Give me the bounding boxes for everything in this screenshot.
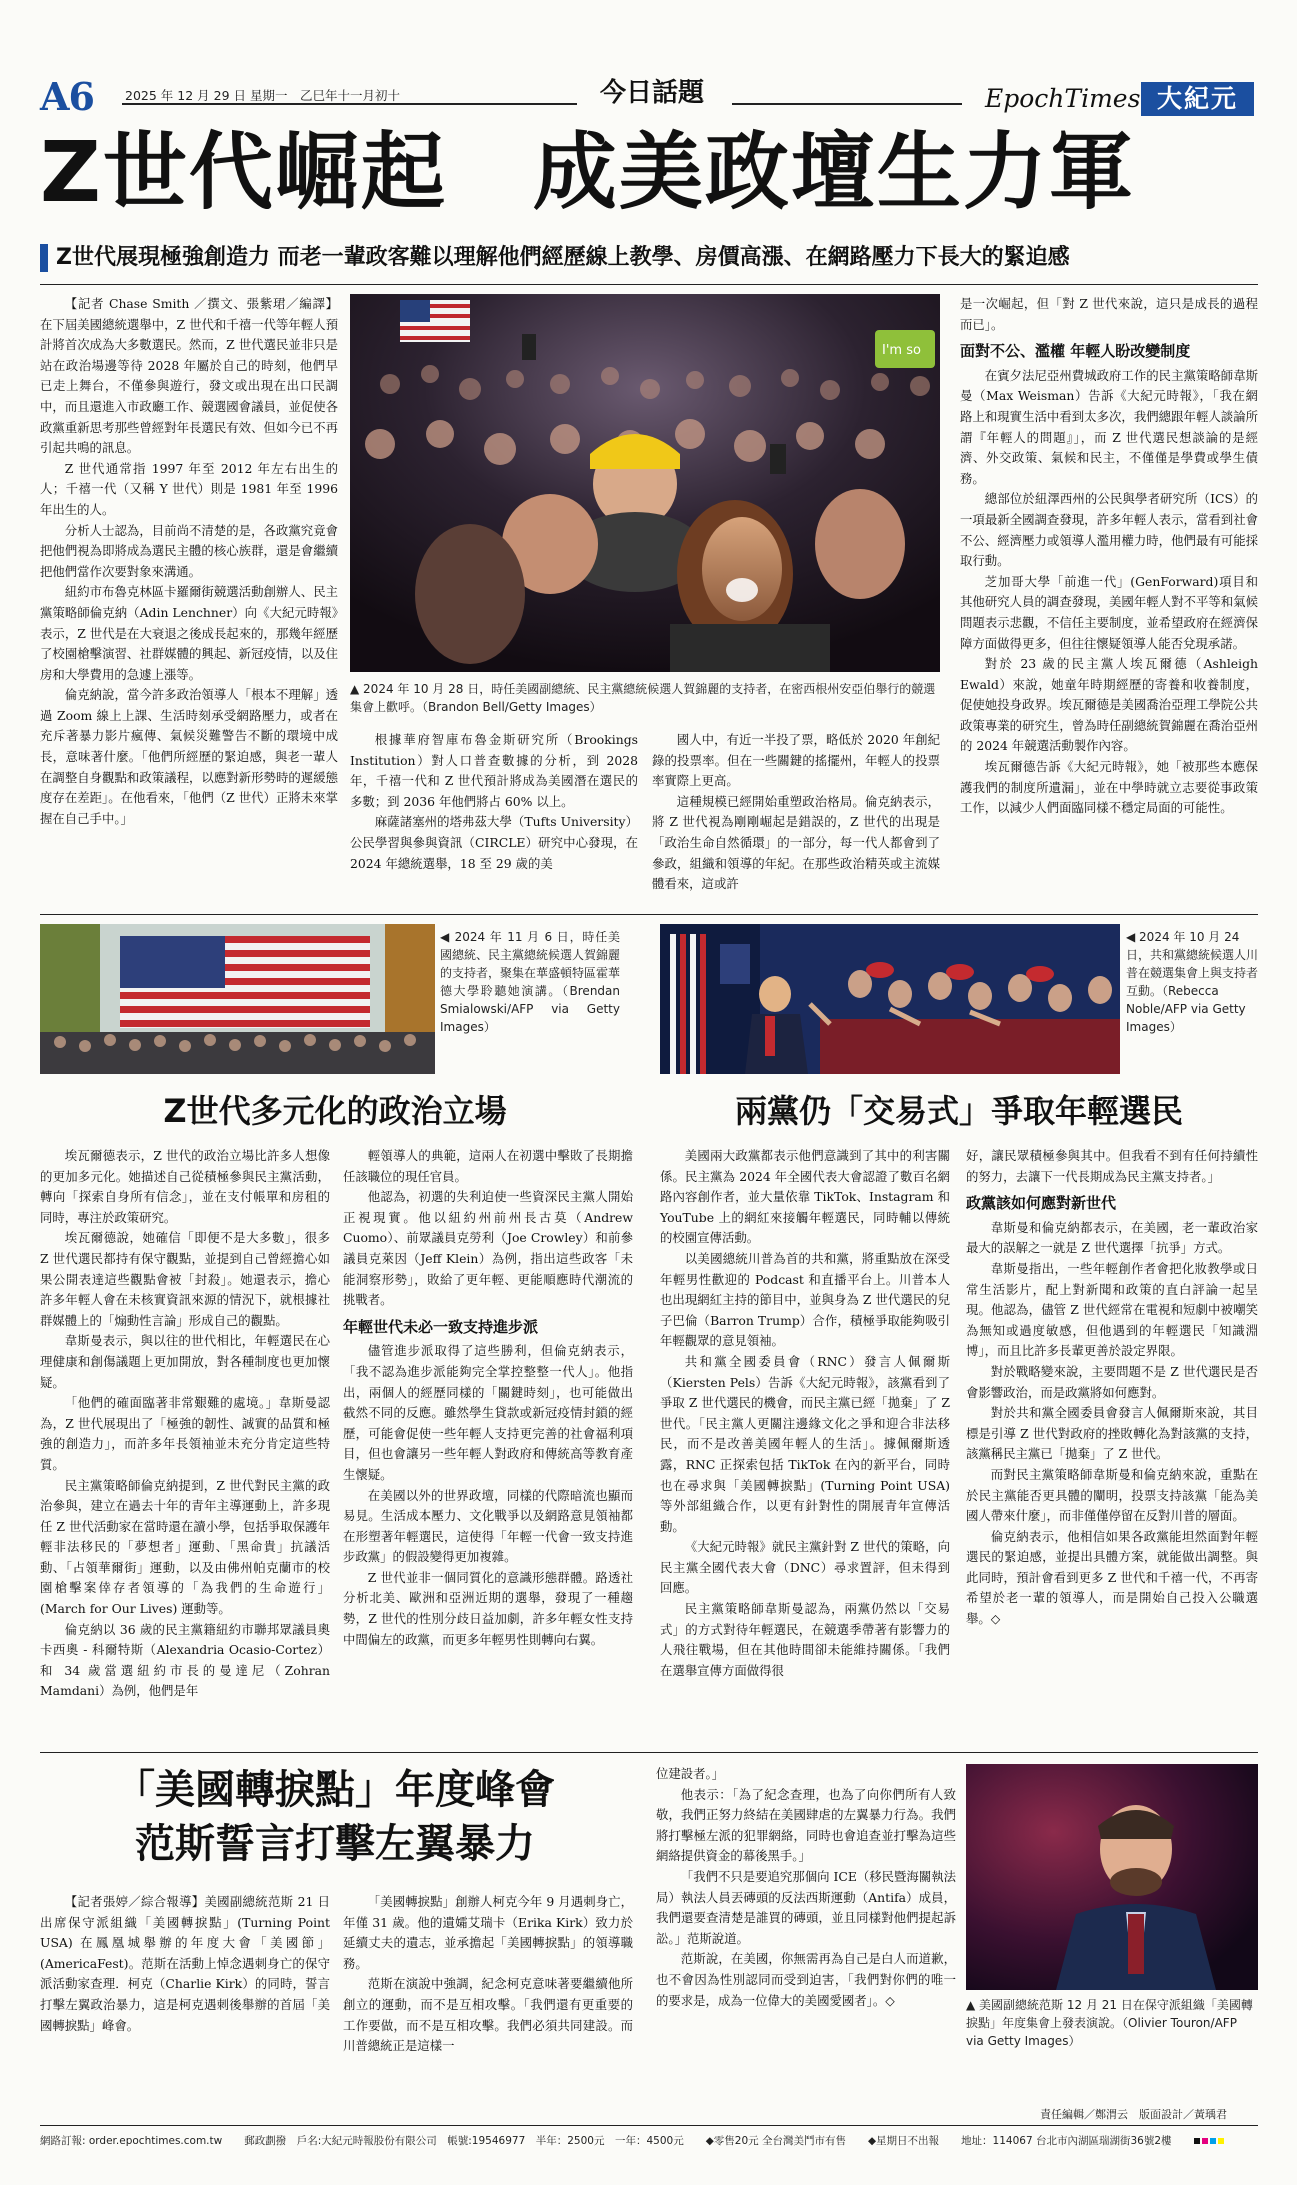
howard-photo xyxy=(40,924,435,1074)
trump-rally-photo xyxy=(660,924,1120,1074)
story2-col1 xyxy=(40,1146,330,1702)
vance-photo xyxy=(966,1764,1258,1990)
paragraph: 韋斯曼表示，與以往的世代相比，年輕選民在心理健康和創傷議題上更加開放，對各種制度也更加懷疑。 xyxy=(40,1333,330,1390)
paragraph: 他表示：「為了紀念查理，也為了向你們所有人致敬，我們正努力終結在美國肆虐的左翼暴力行為。我們將打擊極左派的犯罪網絡，同時也會追查並打擊為這些網絡提供資金的幕後黑手。」 xyxy=(656,1786,956,1864)
paragraph: 這種規模已經開始重塑政治格局。倫克納表示，將 Z 世代視為剛剛崛起是錯誤的，Z 世代的出現是「政治生命自然循環」的一部分，每一代人都會到了參政，組織和領導的年紀。在那些政治精英或主流媒體看來，這或許 xyxy=(652,793,940,892)
paragraph: 他認為，初選的失利迫使一些資深民主黨人開始正視現實。他以紐約州前州長古莫（Andrew Cuomo）、前眾議員克勞利（Joe Crowley）和前參議員克萊因（Jeff Klein）為例，指出這些政客「未能洞察形勢」，敗給了更年輕、更能順應時代潮流的挑戰者。 xyxy=(343,1189,633,1308)
paragraph: 根據華府智庫布魯金斯研究所（Brookings Institution）對人口普查數據的分析，到 2028 年，千禧一代和 Z 世代預計將成為美國潛在選民的多數；到 2036 年他們將占 60% 以上。 xyxy=(350,732,638,809)
paragraph: 「美國轉捩點」創辦人柯克今年 9 月遇刺身亡，年僅 31 歲。他的遺孀艾瑞卡（Erika Kirk）致力於延續丈夫的遺志，並承擔起「美國轉捩點」的領導職務。 xyxy=(343,1894,633,1971)
paragraph: 對於共和黨全國委員會發言人佩爾斯來說，其目標是引導 Z 世代對政府的挫敗轉化為對該黨的支持，該黨稱民主黨已「拋棄」了 Z 世代。 xyxy=(966,1405,1258,1462)
paragraph: 儘管進步派取得了這些勝利，但倫克納表示，「我不認為進步派能夠完全掌控整整一代人」。他指出，兩個人的經歷同樣的「關鍵時刻」，也可能做出截然不同的反應。雖然學生貸款或新冠疫情封鎖的經歷，可能會促使一些年輕人支持更完善的社會福利項目，但也會讓另一些年輕人對政府和傳統高等教育產生懷疑。 xyxy=(343,1343,633,1482)
paragraph: 而對民主黨策略師韋斯曼和倫克納來說，重點在於民主黨能否更具體的闡明，投票支持該黨「能為美國人帶來什麼」，而非僅僅停留在反對川普的層面。 xyxy=(966,1466,1258,1524)
section-rule-2 xyxy=(40,1752,1258,1753)
paragraph: 美國兩大政黨都表示他們意識到了其中的利害關係。民主黨為 2024 年全國代表大會認證了數百名網路內容創作者，並大量依靠 TikTok、Instagram 和 YouTube 上的網紅來接觸年輕選民，同時輔以傳統的校園宣傳活動。 xyxy=(660,1148,950,1246)
paragraph: 在美國以外的世界政壇，同樣的代際暗流也顯而易見。生活成本壓力、文化戰爭以及網路意見領袖都在形塑著年輕選民，這使得「年輕一代會一致支持進步政黨」的假設變得更加複雜。 xyxy=(343,1487,633,1565)
vance-photo-image xyxy=(966,1764,1258,1990)
footer-price: ◆零售20元 全台灣美鬥市有售 xyxy=(705,2135,846,2147)
footer-postal: 郵政劃撥 戶名:大紀元時報股份有限公司 帳號:19546977 半年：2500元 一年：4500元 xyxy=(244,2135,684,2147)
brand-en: EpochTimes xyxy=(985,84,1141,113)
trump-rally-photo-caption: ◀ 2024 年 10 月 24 日，共和黨總統候選人川普在競選集會上與支持者互動。（Rebecca Noble/AFP via Getty Images） xyxy=(1126,930,1259,1034)
paragraph: 共和黨全國委員會（RNC）發言人佩爾斯（Kiersten Pels）告訴《大紀元時報》，該黨看到了爭取 Z 世代選民的機會，而民主黨已經「拋棄」了 Z 世代。「民主黨人更關注邊緣文化之爭和迎合非法移民，而不是改善美國年輕人的生活」。據佩爾斯透露，RNC 正探索包括 TikTok 在內的新平台，同時也在尋求與「美國轉捩點」(Turning Point USA) 等外部組織合作，以更有針對性的開展青年宣傳活動。 xyxy=(660,1353,950,1534)
paragraph: 對於 23 歲的民主黨人埃瓦爾德（Ashleigh Ewald）來說，她童年時期經歷的寄養和收養制度，促使她投身政界。埃瓦爾德是美國喬治亞理工學院公共政策專業的研究生，曾為時任副總統賀錦麗在喬治亞州的 2024 年競選活動製作內容。 xyxy=(960,656,1258,754)
story4-col2 xyxy=(343,1892,633,2057)
svg-text:I'm so: I'm so xyxy=(882,343,921,358)
paragraph: 「我們不只是要追究那個向 ICE（移民暨海關執法局）執法人員丟磚頭的反法西斯運動（Antifa）成員，我們還要查清楚是誰買的磚頭，並且同樣對他們提起訴訟。」范斯說道。 xyxy=(656,1868,956,1946)
brand-logo: 大紀元 xyxy=(1141,82,1254,116)
paragraph: 好，讓民眾積極參與其中。但我看不到有任何持續性的努力，去讓下一代長期成為民主黨支持者。」 xyxy=(966,1148,1258,1184)
paragraph: 埃瓦爾德告訴《大紀元時報》，她「被那些本應保護我們的制度所遺漏」，並在中學時就立志要從事政策工作，以減少人們面臨同樣不穩定局面的可能性。 xyxy=(960,759,1258,816)
footer-subscribe: 網路訂報: order.epochtimes.com.tw xyxy=(40,2135,223,2147)
paragraph: 在賓夕法尼亞州費城政府工作的民主黨策略師韋斯曼（Max Weisman）告訴《大紀元時報》，「我在網路上和現實生活中看到太多次，我們總跟年輕人談論所謂『年輕人的問題』」，而 Z 世代選民想談論的是經濟、外交政策、氣候和民主，不僅僅是學費或學生債務。 xyxy=(960,367,1258,486)
issue-date: 2025 年 12 月 29 日 星期一 乙巳年十一月初十 xyxy=(125,88,400,103)
color-registration-marks xyxy=(1194,2130,1224,2152)
paragraph: 以美國總統川普為首的共和黨，將重點放在深受年輕男性歡迎的 Podcast 和直播平台上。川普本人也出現網紅主持的節目中，並與身為 Z 世代選民的兒子巴倫（Barron Trump）合作，積極爭取能夠吸引年輕觀眾的意見領袖。 xyxy=(660,1250,950,1349)
paragraph: 埃瓦爾德說，她確信「即便不是大多數」，很多 Z 世代選民都持有保守觀點，並提到自己曾經擔心如果公開表達這些觀點會被「封殺」。她還表示，擔心許多年輕人會在未核實資訊來源的情況下，就根據社群媒體上的「煽動性言論」形成自己的觀點。 xyxy=(40,1230,330,1328)
story2-title: Z世代多元化的政治立場 xyxy=(163,1092,507,1130)
story1-col2 xyxy=(350,730,638,874)
masthead-rule-left xyxy=(122,103,577,105)
rally-photo-caption: ▲ 2024 年 10 月 28 日，時任美國副總統、民主黨總統候選人賀錦麗的支持者，在密西根州安亞伯舉行的競選集會上歡呼。（Brandon Bell/Getty Images） xyxy=(350,682,936,714)
footer-rule xyxy=(40,2125,1258,2126)
paragraph: Z 世代通常指 1997 年至 2012 年左右出生的人；千禧一代（又稱 Y 世代）則是 1981 年至 1996 年出生的人。 xyxy=(40,460,338,517)
story2-col2 xyxy=(343,1146,633,1650)
paragraph: 輕領導人的典範，這兩人在初選中擊敗了長期擔任該職位的現任官員。 xyxy=(343,1148,633,1184)
paragraph: 埃瓦爾德表示，Z 世代的政治立場比許多人想像的更加多元化。她描述自己從積極參與民主黨活動，轉向「探索自身所有信念」，並在支付帳單和房租的同時，專注於政策研究。 xyxy=(40,1148,330,1225)
paragraph: 范斯說，在美國，你無需再為自己是白人而道歉，也不會因為性別認同而受到迫害，「我們對你們的唯一的要求是，成為一位偉大的美國愛國者」。◇ xyxy=(656,1951,956,2008)
page-number: A6 xyxy=(40,74,94,119)
paragraph: 倫克納表示，他相信如果各政黨能坦然面對年輕選民的緊迫感，並提出具體方案，就能做出調整。與此同時，預計會看到更多 Z 世代和千禧一代，不再寄希望於老一輩的領導人，而是開始自己投入公職選舉。◇ xyxy=(966,1528,1258,1627)
story3-title: 兩黨仍「交易式」爭取年輕選民 xyxy=(734,1092,1183,1130)
paragraph: 分析人士認為，目前尚不清楚的是，各政黨究竟會把他們視為即將成為選民主體的核心族群，還是會繼續把他們當作次要對象來溝通。 xyxy=(40,522,338,579)
headline: Z世代崛起 成美政壇生力軍 xyxy=(40,123,1135,221)
paragraph: 民主黨策略師倫克納提到，Z 世代對民主黨的政治參與，建立在過去十年的青年主導運動上，許多現任 Z 世代活動家在當時還在讀小學，包括爭取保護年輕非法移民的「夢想者」運動、「黑命貴」抗議活動、「占領華爾街」運動，以及由佛州帕克蘭市的校園槍擊案倖存者領導的「為我們的生命遊行」(March for Our Lives) 運動等。 xyxy=(40,1477,330,1617)
subheadline: Z世代展現極強創造力 而老一輩政客難以理解他們經歷線上教學、房價高漲、在網路壓力下長大的緊迫感 xyxy=(56,245,1070,270)
paragraph: 韋斯曼指出，一些年輕創作者會把化妝教學或日常生活影片，配上對新聞和政策的直白評論一起呈現。他認為，儘管 Z 世代經常在電視和短劇中被嘲笑為無知或過度敏感，但他遇到的年輕選民「知識淵博」，而且比許多長輩更善於設定界限。 xyxy=(966,1260,1258,1359)
story3-col2 xyxy=(966,1146,1258,1630)
paragraph: 麻薩諸塞州的塔弗茲大學（Tufts University）公民學習與參與資訊（CIRCLE）研究中心發現，在 2024 年總統選舉，18 至 29 歲的美 xyxy=(350,814,638,871)
story4-col3 xyxy=(656,1764,956,2011)
paragraph: 對於戰略變來說，主要問題不是 Z 世代選民是否會影響政治，而是政黨將如何應對。 xyxy=(966,1363,1258,1400)
paragraph: 「他們的確面臨著非常艱難的處境。」韋斯曼認為，Z 世代展現出了「極強的韌性、誠實的品質和極強的創造力」，而許多年長領袖並未充分肯定這些特質。 xyxy=(40,1395,330,1472)
story1-col3 xyxy=(652,730,940,895)
story4-title-line1: 「美國轉捩點」年度峰會 xyxy=(115,1767,555,1813)
paragraph: 位建設者。」 xyxy=(656,1766,725,1781)
trump-rally-photo-image xyxy=(660,924,1120,1074)
section-rule-1 xyxy=(40,914,1258,915)
paragraph: Z 世代並非一個同質化的意識形態群體。路透社分析北美、歐洲和亞洲近期的選舉，發現了一種趨勢，Z 世代的性別分歧日益加劇，許多年輕女性支持中間偏左的政黨，而更多年輕男性則轉向右翼。 xyxy=(343,1569,633,1647)
paragraph: 總部位於紐澤西州的公民與學者研究所（ICS）的一項最新全國調查發現，許多年輕人表示，當看到社會不公、經濟壓力或領導人濫用權力時，他們最有可能採取行動。 xyxy=(960,491,1258,569)
story4-col1 xyxy=(40,1892,330,2036)
footer-address: 地址：114067 台北市內湖區瑞湖街36號2樓 xyxy=(961,2135,1172,2147)
paragraph: 芝加哥大學「前進一代」(GenForward)項目和其他研究人員的調查發現，美國年輕人對不平等和氣候問題表示悲觀，不信任主要制度，並希望政府在經濟保障方面做得更多，但往往懷疑領導人能否兌現承諾。 xyxy=(960,573,1258,651)
subheadline-rule xyxy=(40,284,1258,285)
rally-photo xyxy=(350,294,940,672)
paragraph: 韋斯曼和倫克納都表示，在美國，老一輩政治家最大的誤解之一就是 Z 世代選擇「抗爭」方式。 xyxy=(966,1219,1258,1256)
vance-photo-caption: ▲ 美國副總統范斯 12 月 21 日在保守派組織「美國轉捩點」年度集會上發表演說。（Olivier Touron/AFP via Getty Images） xyxy=(966,1998,1253,2048)
paragraph: 范斯在演說中強調，紀念柯克意味著要繼續他所創立的運動，而不是互相攻擊。「我們還有更重要的工作要做，而不是互相攻擊。我們必須共同建設。而川普總統正是這樣一 xyxy=(343,1976,633,2054)
page-credits: 責任編輯／鄭渭云 版面設計／黃瑀君 xyxy=(1040,2108,1227,2121)
paragraph: 是一次崛起，但「對 Z 世代來說，這只是成長的過程而已」。 xyxy=(960,296,1258,332)
howard-photo-caption: ◀ 2024 年 11 月 6 日，時任美國總統、民主黨總統候選人賀錦麗的支持者，聚集在華盛頓特區霍華德大學聆聽她演講。（Brendan Smialowski/AFP via Getty Images） xyxy=(440,930,621,1034)
footer-schedule: ◆星期日不出報 xyxy=(867,2135,940,2147)
paragraph: 【記者 Chase Smith ／撰文、張紫珺／編譯】在下屆美國總統選舉中，Z 世代和千禧一代等年輕人預計將首次成為大多數選民。然而，Z 世代選民並非只是站在政治場邊等待 2028 年屬於自己的時刻，他們早已走上舞台，不僅參與遊行，發文或出現在出口民調中，而且還進入市政廳工作、競選國會議員，並促使各政黨重新思考那些曾經對年長選民有效、但如今已不再引起共鳴的訊息。 xyxy=(40,296,338,456)
howard-photo-image xyxy=(40,924,435,1074)
masthead-rule-right xyxy=(732,103,962,105)
subheadline-bar xyxy=(40,244,48,272)
paragraph: 倫克納以 36 歲的民主黨籍紐約市聯邦眾議員奧卡西奧 - 科爾特斯（Alexandria Ocasio-Cortez）和 34 歲當選紐約市長的曼達尼（Zohran Mamdani）為例，他們是年 xyxy=(40,1621,330,1699)
paragraph: 民主黨策略師韋斯曼認為，兩黨仍然以「交易式」的方式對待年輕選民，在競選季帶著有影響力的人飛往戰場，但在其他時間卻未能維持關係。「我們在選舉宣傳方面做得很 xyxy=(660,1601,950,1678)
story3-col1 xyxy=(660,1146,950,1681)
section-name: 今日話題 xyxy=(600,78,705,108)
story1-col1 xyxy=(40,294,338,829)
subheading: 年輕世代未必一致支持進步派 xyxy=(343,1317,539,1336)
rally-photo-image xyxy=(350,294,940,672)
subheading: 政黨該如何應對新世代 xyxy=(966,1194,1117,1213)
story1-col4 xyxy=(960,294,1258,819)
subheading: 面對不公、濫權 年輕人盼改變制度 xyxy=(960,342,1191,361)
story4-title-line2: 范斯誓言打擊左翼暴力 xyxy=(135,1821,535,1867)
paragraph: 國人中，有近一半投了票，略低於 2020 年創紀錄的投票率。但在一些關鍵的搖擺州，年輕人的投票率實際上更高。 xyxy=(652,732,940,789)
paragraph: 【記者張婷／綜合報導】美國副總統范斯 21 日出席保守派組織「美國轉捩點」(Turning Point USA) 在鳳凰城舉辦的年度大會「美國節」(AmericaFest)。范斯在活動上悼念遇刺身亡的保守派活動家查理．柯克（Charlie Kirk）的同時，誓言打擊左翼政治暴力，這是柯克遇刺後舉辦的首屆「美國轉捩點」峰會。 xyxy=(40,1894,330,2033)
footer-bar xyxy=(40,2130,1258,2152)
paragraph: 《大紀元時報》就民主黨針對 Z 世代的策略，向民主黨全國代表大會（DNC）尋求置評，但未得到回應。 xyxy=(660,1539,950,1596)
paragraph: 倫克納說，當今許多政治領導人「根本不理解」透過 Zoom 線上上課、生活時刻承受網路壓力，或者在充斥著暴力影片瘋傳、氣候災難警告不斷的環境中成長，意味著什麼。「他們所經歷的緊迫感，與老一輩人在調整自身觀點和政策議程，以應對新形勢時的遲緩態度存在差距」。在他看來，「他們（Z 世代）正將未來掌握在自己手中。」 xyxy=(40,687,338,826)
paragraph: 紐約市布魯克林區卡羅爾街競選活動創辦人、民主黨策略師倫克納（Adin Lenchner）向《大紀元時報》表示，Z 世代是在大衰退之後成長起來的，那幾年經歷了校園槍擊演習、社群媒體的興起、新冠疫情，以及住房和大學費用的急遽上漲等。 xyxy=(40,584,338,682)
